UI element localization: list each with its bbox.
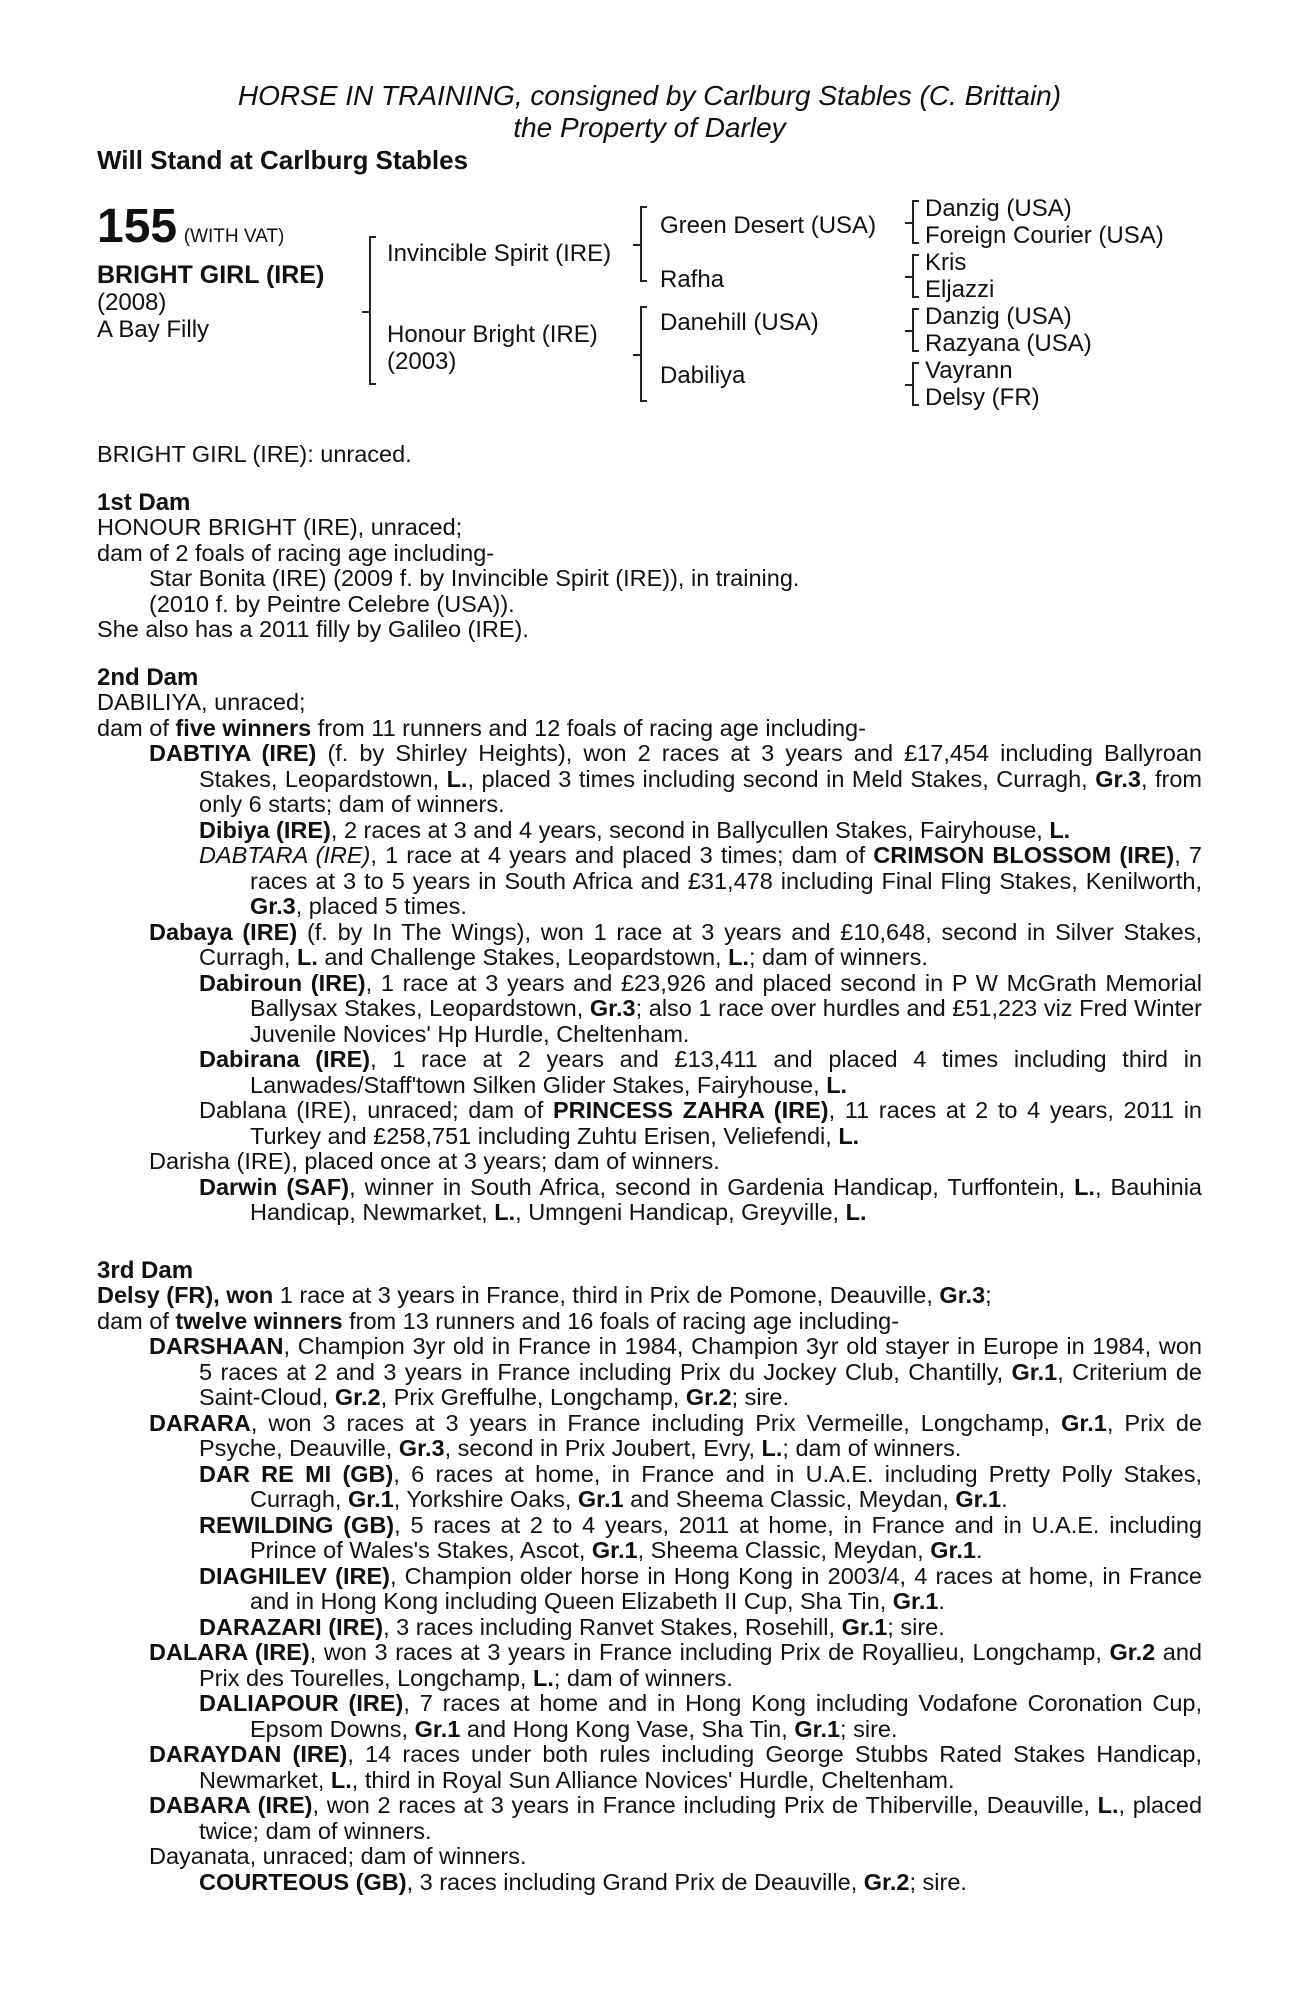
dam-dam-sire: Vayrann [925, 357, 1013, 384]
lot-number: 155 [97, 200, 178, 253]
horse-name: BRIGHT GIRL (IRE) [97, 261, 325, 289]
dam-sire: Danehill (USA) [660, 309, 819, 336]
produce-entry: DABARA (IRE), won 2 races at 3 years in France including Prix de Thiberville, Deauville, L., placed twice; dam of winners. [149, 1792, 1203, 1844]
second-dam-line: dam of five winners from 11 runners and 12 foals of racing age including- [97, 714, 866, 741]
produce-entry: DAR RE MI (GB), 6 races at home, in France and in U.A.E. including Pretty Polly Stakes, Curragh, Gr.1, Yorkshire Oaks, Gr.1 and Sheema Classic, Meydan, Gr.1. [199, 1460, 1203, 1512]
sire-dam-sire: Kris [925, 249, 967, 276]
produce-entry: DABTIYA (IRE) (f. by Shirley Heights), won 2 races at 3 years and £17,454 including Ballyroan Stakes, Leopardstown, L., placed 3 times including second in Meld Stakes, Curragh, Gr.3, from only 6 starts; dam of winners. [149, 740, 1203, 817]
produce-entry: DABTARA (IRE), 1 race at 4 years and placed 3 times; dam of CRIMSON BLOSSOM (IRE), 7 races at 3 to 5 years in South Africa and £31,478 including Final Fling Stakes, Kenilworth, Gr.3, placed 5 times. [199, 842, 1202, 919]
produce-entry: DARAYDAN (IRE), 14 races under both rules including George Stubbs Rated Stakes Handicap, Newmarket, L., third in Royal Sun Alliance Novices' Hurdle, Cheltenham. [149, 1741, 1203, 1793]
second-dam-heading: 2nd Dam [97, 663, 199, 691]
produce-entry: DARSHAAN, Champion 3yr old in France in 1984, Champion 3yr old stayer in Europe in 1984, won 5 races at 2 and 3 years in France including Prix du Jockey Club, Chantilly, Gr.1, Criterium de Saint-Cloud, Gr.2, Prix Greffulhe, Longchamp, Gr.2; sire. [149, 1333, 1202, 1410]
pedigree-brace [912, 254, 919, 298]
dam-dam: Dabiliya [660, 362, 746, 389]
consignor-line: HORSE IN TRAINING, consigned by Carlburg Stables (C. Brittain) [237, 80, 1062, 111]
produce-entry: Darisha (IRE), placed once at 3 years; dam of winners. [149, 1148, 720, 1174]
produce-entry: Dabirana (IRE), 1 race at 2 years and £13,411 and placed 4 times including third in Lanwades/Staff'town Silken Glider Stakes, Fairyhouse, L. [199, 1046, 1202, 1098]
pedigree-table [97, 196, 1202, 424]
produce-entry: COURTEOUS (GB), 3 races including Grand Prix de Deauville, Gr.2; sire. [199, 1868, 967, 1895]
pedigree-brace [912, 362, 919, 406]
dam-name: Honour Bright (IRE) [387, 321, 598, 348]
produce-entry: DARARA, won 3 races at 3 years in France including Prix Vermeille, Longchamp, Gr.1, Prix de Psyche, Deauville, Gr.3, second in Prix Joubert, Evry, L.; dam of winners. [149, 1409, 1202, 1461]
first-dam-line: dam of 2 foals of racing age including- [97, 539, 495, 566]
produce-entry: (2010 f. by Peintre Celebre (USA)). [149, 590, 515, 617]
produce-entry: Dayanata, unraced; dam of winners. [149, 1843, 527, 1869]
pedigree-brace [912, 308, 919, 352]
pedigree-brace [912, 200, 919, 244]
third-dam-heading: 3rd Dam [97, 1256, 194, 1284]
first-dam-line: She also has a 2011 filly by Galileo (IRE). [97, 616, 529, 642]
produce-entry: Dablana (IRE), unraced; dam of PRINCESS ZAHRA (IRE), 11 races at 2 to 4 years, 2011 in Turkey and £258,751 including Zuhtu Erisen, Veliefendi, L. [199, 1097, 1202, 1149]
sire-dam: Rafha [660, 266, 725, 293]
dam-sire-sire: Danzig (USA) [925, 303, 1072, 330]
first-dam-line: HONOUR BRIGHT (IRE), unraced; [97, 514, 463, 540]
vat-note: (WITH VAT) [183, 226, 285, 247]
stand-line: Will Stand at Carlburg Stables [97, 145, 469, 175]
produce-entry: DIAGHILEV (IRE), Champion older horse in Hong Kong in 2003/4, 4 races at home, in France and in Hong Kong including Queen Elizabeth II Cup, Sha Tin, Gr.1. [199, 1562, 1202, 1614]
property-line: the Property of Darley [513, 112, 786, 143]
pedigree-brace [640, 206, 647, 282]
sire-dam-dam: Eljazzi [925, 276, 995, 303]
produce-entry: Darwin (SAF), winner in South Africa, second in Gardenia Handicap, Turffontein, L., Bauhinia Handicap, Newmarket, L., Umngeni Handicap, Greyville, L. [199, 1173, 1202, 1225]
pedigree-brace [369, 236, 376, 385]
second-dam-line: DABILIYA, unraced; [97, 689, 306, 715]
produce-entry: Star Bonita (IRE) (2009 f. by Invincible Spirit (IRE)), in training. [149, 565, 800, 591]
sire-sire: Green Desert (USA) [660, 212, 877, 239]
first-dam-heading: 1st Dam [97, 488, 191, 516]
catalogue-page [97, 80, 1202, 1895]
produce-entry: Dabaya (IRE) (f. by In The Wings), won 1 race at 3 years and £10,648, second in Silver Stakes, Curragh, L. and Challenge Stakes, Leopardstown, L.; dam of winners. [149, 918, 1202, 970]
foaling-year: (2008) [97, 289, 167, 316]
produce-entry: DALIAPOUR (IRE), 7 races at home and in Hong Kong including Vodafone Coronation Cup, Epsom Downs, Gr.1 and Hong Kong Vase, Sha Tin, Gr.1; sire. [199, 1690, 1203, 1742]
produce-entry: DALARA (IRE), won 3 races at 3 years in France including Prix de Royallieu, Longchamp, Gr.2 and Prix des Tourelles, Longchamp, L.; dam of winners. [149, 1639, 1202, 1691]
produce-entry: DARAZARI (IRE), 3 races including Ranvet Stakes, Rosehill, Gr.1; sire. [199, 1613, 945, 1640]
produce-entry: REWILDING (GB), 5 races at 2 to 4 years, 2011 at home, in France and in U.A.E. including Prince of Wales's Stakes, Ascot, Gr.1, Sheema Classic, Meydan, Gr.1. [199, 1511, 1202, 1563]
pedigree-brace [640, 306, 647, 402]
produce-entry: Dabiroun (IRE), 1 race at 3 years and £23,926 and placed second in P W McGrath Memorial Ballysax Stakes, Leopardstown, Gr.3; also 1 race over hurdles and £51,223 viz Fred Winter Juvenile Novices' Hp Hurdle, Cheltenham. [199, 969, 1202, 1047]
sire-sire-sire: Danzig (USA) [925, 195, 1072, 222]
sire-sire-dam: Foreign Courier (USA) [925, 222, 1164, 249]
dam-sire-dam: Razyana (USA) [925, 330, 1092, 357]
horse-description: A Bay Filly [97, 316, 210, 343]
dam-year: (2003) [387, 348, 457, 375]
third-dam-line: dam of twelve winners from 13 runners and 16 foals of racing age including- [97, 1307, 900, 1334]
dam-dam-dam: Delsy (FR) [925, 384, 1040, 411]
third-dam-line: Delsy (FR), won 1 race at 3 years in France, third in Prix de Pomone, Deauville, Gr.3; [97, 1282, 992, 1308]
produce-entry: Dibiya (IRE), 2 races at 3 and 4 years, second in Ballycullen Stakes, Fairyhouse, L. [199, 816, 1071, 843]
sire-name: Invincible Spirit (IRE) [387, 240, 612, 267]
lot-heading [97, 202, 284, 252]
race-summary: BRIGHT GIRL (IRE): unraced. [97, 441, 412, 467]
